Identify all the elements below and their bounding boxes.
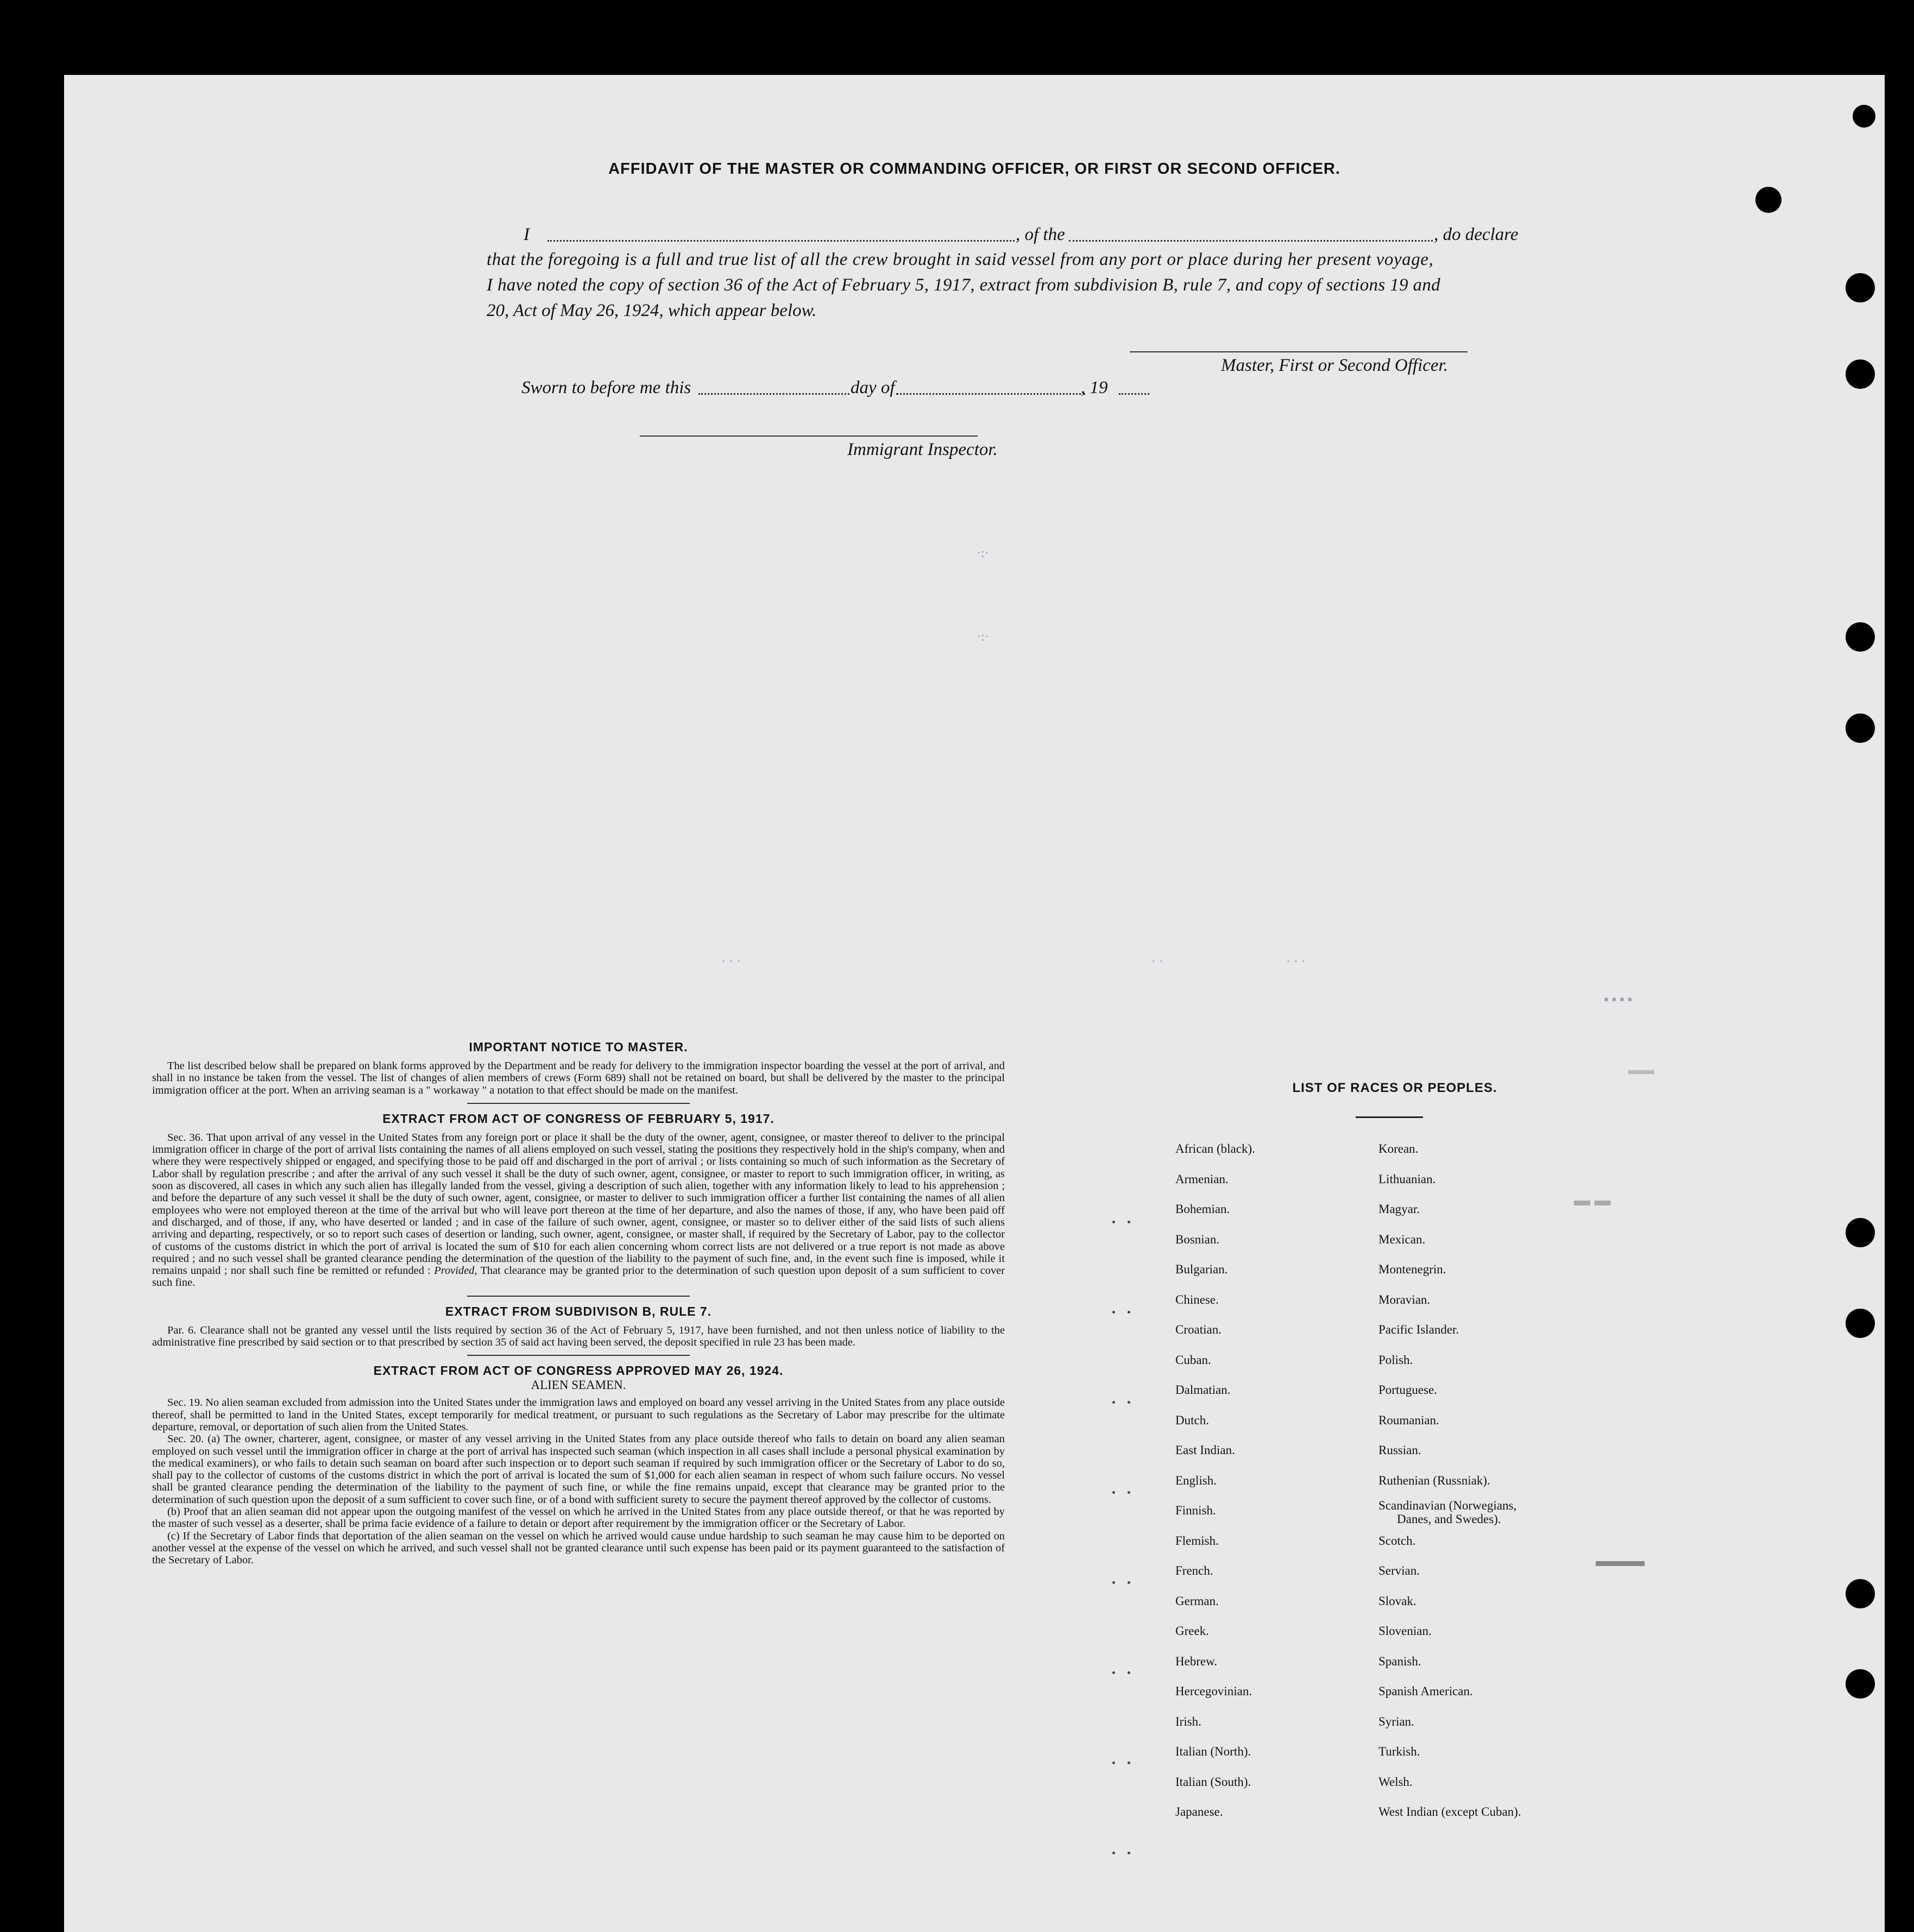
bleed-mark: · · — [1151, 955, 1163, 969]
sec-19-text: Sec. 19. No alien seaman excluded from admission into the United States under the immigration laws and employed on board any vessel arriving in the United States from any place outside thereof, shall be permitted to land in the United States, except temporarily for medical treatment, or pursuant to such regulations as the Secretary of Labor may prescribe for the ultimate departure, removal, or deportation of such alien from the United States. — [152, 1397, 1005, 1433]
race-item: Korean. — [1378, 1142, 1419, 1156]
race-item: Roumanian. — [1378, 1413, 1439, 1427]
punch-hole — [1846, 714, 1875, 743]
race-item: Bohemian. — [1175, 1202, 1230, 1216]
races-title: LIST OF RACES OR PEOPLES. — [1292, 1081, 1497, 1095]
race-item: Portuguese. — [1378, 1383, 1437, 1397]
sworn-label: Sworn to before me this — [521, 378, 691, 397]
race-item: Servian. — [1378, 1564, 1420, 1577]
punch-hole — [1853, 105, 1875, 128]
tick-dot — [1128, 1852, 1130, 1854]
race-item: Dutch. — [1175, 1413, 1209, 1427]
race-item: Finnish. — [1175, 1504, 1216, 1517]
tick-dot — [1112, 1852, 1115, 1854]
notice-text: The list described below shall be prepared on blank forms approved by the Department and be ready for delivery to the immigration inspector boarding the vessel at the port of arrival, and shall in no instance be taken from the vessel. The list of changes of alien members of crews (Form 689) shall not be retained on board, but shall be delivered by the master to the principal immigration officer at the port. When an arriving seaman is a " workaway " a notation to that effect should be made on the manifest. — [152, 1060, 1005, 1096]
bleed-mark: ▪ ▪ ▪ ▪ — [1604, 993, 1633, 1007]
race-item: Irish. — [1175, 1714, 1201, 1728]
divider — [467, 1355, 690, 1356]
affidavit-line-2: that the foregoing is a full and true list of all the crew brought in said vessel from any port or place during her present voyage, — [487, 250, 1434, 269]
tick-dot — [1112, 1491, 1115, 1494]
name-blank[interactable] — [547, 240, 1015, 242]
race-item: German. — [1175, 1594, 1219, 1608]
race-item: Armenian. — [1175, 1172, 1229, 1186]
punch-hole — [1846, 1579, 1875, 1608]
alien-seamen-heading: ALIEN SEAMEN. — [531, 1378, 626, 1392]
race-item: Lithuanian. — [1378, 1172, 1436, 1186]
race-item-line: Scandinavian (Norwegians, — [1378, 1499, 1517, 1512]
affidavit-line-4: 20, Act of May 26, 1924, which appear below. — [487, 301, 817, 320]
affidavit-i-label: I — [524, 225, 530, 244]
sworn-day-blank[interactable] — [698, 393, 849, 395]
extract-1924-title: EXTRACT FROM ACT OF CONGRESS APPROVED MAY 26, 1924. — [373, 1363, 784, 1378]
tick-dot — [1112, 1761, 1115, 1764]
race-item: French. — [1175, 1564, 1213, 1577]
punch-hole — [1846, 1218, 1875, 1247]
race-item: Syrian. — [1378, 1714, 1414, 1728]
sec-20c-text: (c) If the Secretary of Labor finds that deportation of the alien seaman on the vessel on which he arrived would cause undue hardship to such seaman he may cause him to be deported on another vessel at the expense of the vessel on which he arrived, and such vessel shall not be granted clearance until such expense has been paid or its payment guaranteed to the satisfaction of the Secretary of Labor. — [152, 1530, 1005, 1567]
race-item — [1378, 1495, 1521, 1526]
master-signature-label: Master, First or Second Officer. — [1221, 356, 1448, 375]
tick-dot — [1128, 1311, 1130, 1314]
race-item: Italian (South). — [1175, 1775, 1251, 1789]
affidavit-title: AFFIDAVIT OF THE MASTER OR COMMANDING OFFICER, OR FIRST OR SECOND OFFICER. — [608, 160, 1340, 178]
race-item: Ruthenian (Russniak). — [1378, 1473, 1490, 1487]
race-item: Polish. — [1378, 1353, 1413, 1367]
race-item: Magyar. — [1378, 1202, 1420, 1216]
tick-dot — [1112, 1221, 1115, 1223]
race-item: Dalmatian. — [1175, 1383, 1231, 1397]
sworn-month-blank[interactable] — [896, 393, 1085, 395]
tick-dot — [1128, 1671, 1130, 1674]
punch-hole — [1846, 622, 1875, 652]
punch-hole — [1755, 187, 1781, 213]
bleed-mark: ·:· — [977, 546, 989, 560]
race-item: African (black). — [1175, 1142, 1255, 1156]
race-item: Mexican. — [1378, 1232, 1426, 1246]
race-item: Flemish. — [1175, 1533, 1219, 1548]
punch-hole — [1846, 273, 1875, 302]
tick-dot — [1112, 1581, 1115, 1584]
race-item: West Indian (except Cuban). — [1378, 1805, 1521, 1819]
tick-dot — [1112, 1671, 1115, 1674]
race-item: Montenegrin. — [1378, 1262, 1446, 1276]
divider — [467, 1296, 690, 1297]
document-page — [64, 75, 1885, 1932]
race-item: Bosnian. — [1175, 1232, 1220, 1246]
day-of-label: day of — [851, 378, 895, 397]
bleed-mark: ·:· — [977, 630, 989, 644]
extract-rule7-text: Par. 6. Clearance shall not be granted any vessel until the lists required by section 36 of the Act of February 5, 1917, have been furnished, and not then unless notice of liability to the administrative fine prescribed by said section or to that prescribed by section 35 of said act having been served, the deposit specified in rule 23 has been made. — [152, 1324, 1005, 1349]
bleed-mark: · · · — [1286, 955, 1306, 969]
punch-hole — [1846, 1669, 1875, 1699]
tick-dot — [1128, 1491, 1130, 1494]
tick-dot — [1128, 1761, 1130, 1764]
extract-1917-text-b: That clearance may be granted prior to the determination of such question upon deposit of a sum sufficient to cover such fine. — [152, 1265, 1005, 1289]
bleed-mark: ▬▬ — [1628, 1063, 1654, 1077]
race-item: Greek. — [1175, 1624, 1209, 1638]
divider — [467, 1103, 690, 1104]
races-title-rule — [1356, 1116, 1423, 1118]
races-list-left — [1175, 1134, 1255, 1827]
race-item: English. — [1175, 1473, 1217, 1487]
race-item: Chinese. — [1175, 1292, 1219, 1306]
race-item-continuation: Danes, and Swedes). — [1397, 1512, 1501, 1526]
bleed-mark: · · · — [721, 955, 741, 969]
extract-1917-title: EXTRACT FROM ACT OF CONGRESS OF FEBRUARY 5, 1917. — [382, 1111, 775, 1126]
tick-dot — [1128, 1581, 1130, 1584]
race-item: Welsh. — [1378, 1775, 1413, 1789]
extract-rule7-title: EXTRACT FROM SUBDIVISON B, RULE 7. — [445, 1304, 712, 1318]
race-item: Italian (North). — [1175, 1745, 1251, 1758]
race-item: Bulgarian. — [1175, 1262, 1228, 1276]
sec-20a-text: Sec. 20. (a) The owner, charterer, agent, consignee, or master of any vessel arriving in the United States from any place outside thereof who fails to detain on board any alien seaman employed on such vessel until the immigration officer in charge at the port of arrival has inspected such seaman (which inspection in all cases shall include a personal physical examination by the medical examiners), or who fails to detain such seaman on board after such inspection or to deport such seaman if required by such immigration officer or the Secretary of Labor to do so, shall pay to the collector of customs of the customs district in which the port of arrival is located the sum of $1,000 for each alien seaman in respect of whom such failure occurs. No vessel shall be granted clearance pending the determination of the liability to the payment of such fine, or while the fine remains unpaid, except that clearance may be granted prior to the determination of such question upon the deposit of a sum sufficient to cover such fine, or of a bond with sufficient surety to secure the payment thereof approved by the collector of customs. — [152, 1433, 1005, 1506]
race-item: Slovak. — [1378, 1594, 1416, 1608]
year-label: , 19 — [1081, 378, 1108, 397]
race-item: Moravian. — [1378, 1292, 1431, 1306]
bleed-mark: ▬▬▬ — [1596, 1552, 1645, 1570]
extract-1917-text — [152, 1132, 1005, 1289]
sec-20b-text: (b) Proof that an alien seaman did not appear upon the outgoing manifest of the vessel on which he arrived in the United States from any place outside thereof, or that he was reported by the master of such vessel as a deserter, shall be prima facie evidence of a failure to detain or deport after requirement by the immigration officer or the Secretary of Labor. — [152, 1506, 1005, 1530]
vessel-blank[interactable] — [1069, 240, 1433, 242]
race-item: Russian. — [1378, 1443, 1421, 1457]
affidavit-of-the: , of the — [1016, 225, 1065, 244]
tick-dot — [1128, 1401, 1130, 1404]
race-item: Croatian. — [1175, 1323, 1222, 1336]
race-item: Japanese. — [1175, 1805, 1223, 1819]
notice-title: IMPORTANT NOTICE TO MASTER. — [469, 1040, 688, 1054]
master-signature-line[interactable] — [1130, 351, 1468, 352]
inspector-label: Immigrant Inspector. — [847, 440, 998, 459]
race-item: Spanish. — [1378, 1654, 1421, 1668]
race-item: Cuban. — [1175, 1353, 1211, 1367]
punch-hole — [1846, 1309, 1875, 1338]
punch-hole — [1846, 359, 1875, 389]
inspector-signature-line[interactable] — [640, 435, 978, 437]
tick-dot — [1112, 1311, 1115, 1314]
statutes-column — [152, 1040, 1005, 1567]
race-item: Hercegovinian. — [1175, 1684, 1252, 1698]
race-item: Slovenian. — [1378, 1624, 1432, 1638]
race-item: Hebrew. — [1175, 1654, 1218, 1668]
race-item: Pacific Islander. — [1378, 1323, 1459, 1336]
race-item: East Indian. — [1175, 1443, 1235, 1457]
extract-1917-text-a: Sec. 36. That upon arrival of any vessel in the United States from any foreign port or place it shall be the duty of the owner, agent, consignee, or master thereof to deliver to the principal immigration officer in charge of the port of arrival lists containing the names of all aliens employed on such vessel, stating the positions they respectively hold in the ship's company, when and where they were respectively shipped or engaged, and specifying those to be paid off and discharged in the port of arrival ; or lists containing so much of such information as the Secretary of Labor shall by regulation prescribe ; and after the arrival of any such vessel it shall be the duty of such owner, agent, consignee, or master to report to such immigration officer, in writing, as soon as discovered, all cases in which any such alien has illegally landed from the vessel, giving a description of such alien, together with any information likely to lead to his apprehension ; and before the departure of any such vessel it shall be the duty of such owner, agent, consignee, or master to deliver to such immigration officer a further list containing the names of all alien employees who were not employed thereon at the time of the arrival but who will leave port thereon at the time of her departure, and also the names of those, if any, who have been paid off and discharged, and of those, if any, who have deserted or landed ; and in case of the failure of such owner, agent, consignee, or master so to deliver either of the said lists of such aliens arriving and departing, respectively, or so to report such cases of desertion or landing, such owner, agent, consignee, or master shall, if required by the Secretary of Labor, pay to the collector of customs of the customs district in which the port of arrival is located the sum of $10 for each alien concerning whom correct lists are not delivered or a true report is not made as above required ; and no such vessel shall be granted clearance pending the determination of the question of the liability to the payment of such fine, and, in the event such fine is imposed, while it remains unpaid ; nor shall such fine be remitted or refunded : — [152, 1131, 1005, 1277]
bleed-mark: ▬ ▬ — [1574, 1191, 1611, 1209]
race-item: Turkish. — [1378, 1745, 1420, 1758]
races-list-right — [1378, 1134, 1521, 1827]
race-item: Scotch. — [1378, 1533, 1416, 1548]
race-item: Spanish American. — [1378, 1684, 1473, 1698]
affidavit-do-declare: , do declare — [1434, 225, 1519, 244]
tick-dot — [1112, 1401, 1115, 1404]
provided-term: Provided, — [434, 1265, 477, 1277]
affidavit-line-3: I have noted the copy of section 36 of the Act of February 5, 1917, extract from subdivision B, rule 7, and copy of sections 19 and — [487, 275, 1441, 295]
tick-dot — [1128, 1221, 1130, 1223]
sworn-year-blank[interactable] — [1119, 393, 1149, 395]
